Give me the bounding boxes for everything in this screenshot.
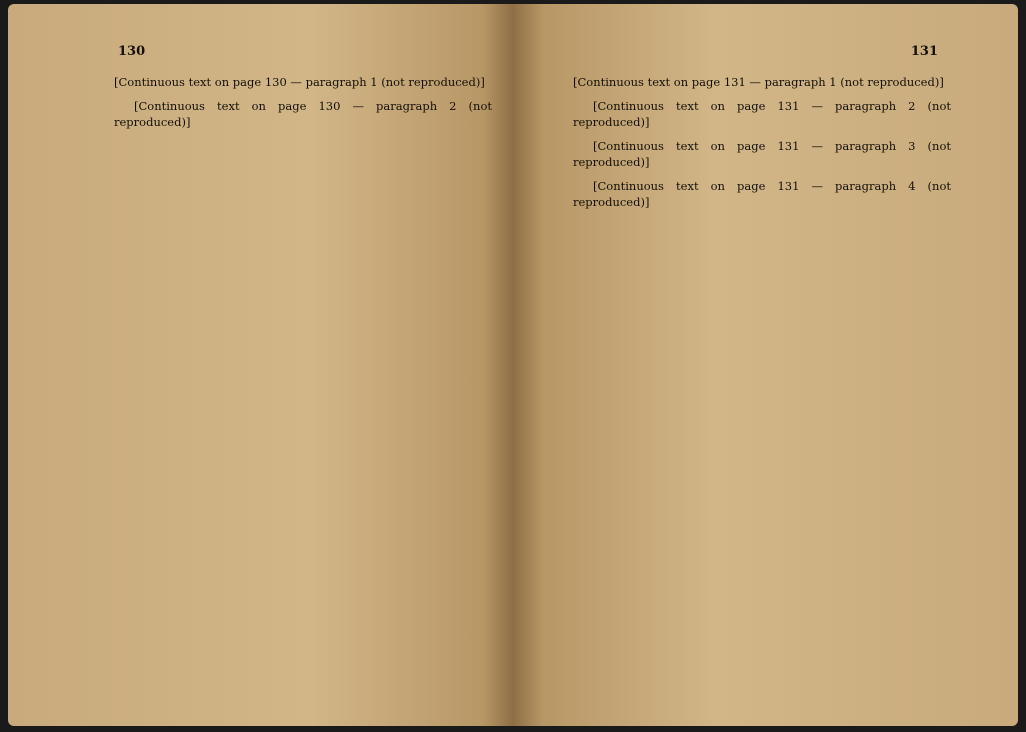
paragraph: [Continuous text on page 131 — paragraph 1 (not reproduced)] bbox=[573, 75, 944, 89]
right-page-text bbox=[573, 74, 951, 218]
paragraph: [Continuous text on page 130 — paragraph 1 (not reproduced)] bbox=[114, 75, 485, 89]
left-page-text bbox=[114, 74, 492, 138]
paragraph: [Continuous text on page 131 — paragraph 4 (not reproduced)] bbox=[573, 179, 951, 209]
paragraph: [Continuous text on page 131 — paragraph 2 (not reproduced)] bbox=[573, 99, 951, 129]
page-number-right: 131 bbox=[910, 44, 938, 59]
page-number-left: 130 bbox=[118, 44, 146, 59]
book-spread bbox=[8, 4, 1018, 726]
right-page bbox=[513, 4, 1018, 726]
paragraph: [Continuous text on page 131 — paragraph 3 (not reproduced)] bbox=[573, 139, 951, 169]
paragraph: [Continuous text on page 130 — paragraph 2 (not reproduced)] bbox=[114, 99, 492, 129]
left-page bbox=[8, 4, 513, 726]
